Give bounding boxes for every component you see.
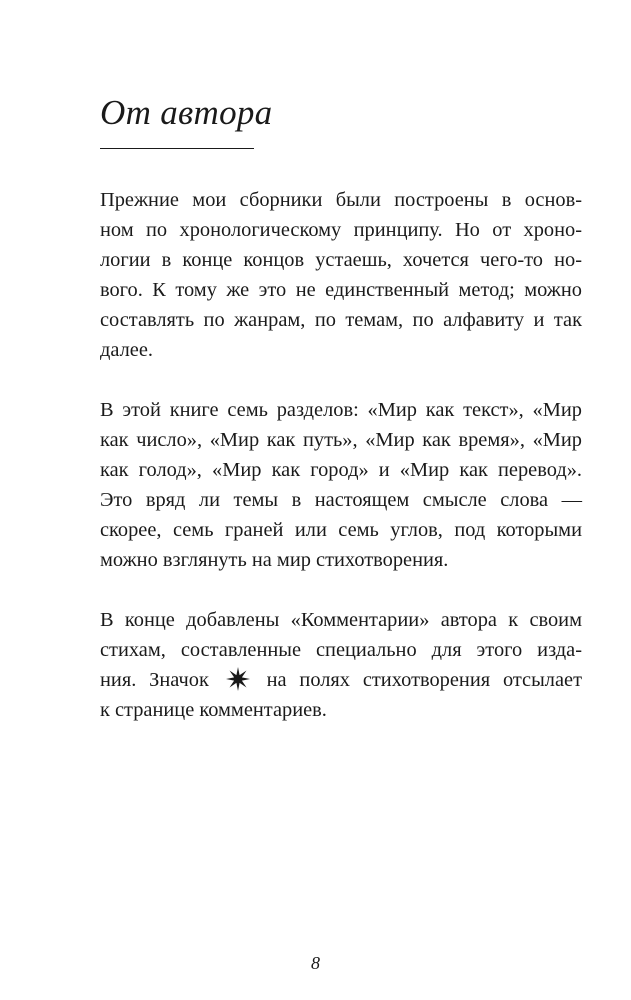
- text-line: вого. К тому же это не единственный метод; можно: [100, 279, 582, 301]
- paragraph-3: [100, 605, 582, 725]
- text-line: логии в конце концов устаешь, хочется чего-то но-: [100, 249, 582, 271]
- text-line: как голод», «Мир как город» и «Мир как перевод».: [100, 459, 582, 481]
- text-line: составлять по жанрам, по темам, по алфавиту и так: [100, 309, 582, 331]
- paragraph-2: [100, 395, 582, 575]
- text-fragment: на полях стихотворения отсылает: [266, 669, 582, 691]
- eight-point-star-icon: [226, 667, 250, 691]
- text-line: далее.: [100, 339, 153, 361]
- title-underline: [100, 148, 254, 149]
- text-line: как число», «Мир как путь», «Мир как время», «Мир: [100, 429, 582, 451]
- page-number: 8: [311, 953, 320, 973]
- text-line: Это вряд ли темы в настоящем смысле слова —: [100, 489, 582, 511]
- text-fragment: ния. Значок: [100, 669, 209, 691]
- text-line-with-icon: [100, 665, 582, 695]
- text-line: ном по хронологическому принципу. Но от хроно-: [100, 219, 582, 241]
- body-text: [100, 185, 582, 725]
- text-line: Прежние мои сборники были построены в основ-: [100, 189, 582, 211]
- text-line: можно взглянуть на мир стихотворения.: [100, 549, 449, 571]
- text-line: скорее, семь граней или семь углов, под которыми: [100, 519, 582, 541]
- text-line: стихам, составленные специально для этого изда-: [100, 639, 582, 661]
- page-title: От автора: [100, 93, 273, 132]
- text-line: В конце добавлены «Комментарии» автора к своим: [100, 609, 582, 631]
- paragraph-1: [100, 185, 582, 365]
- text-line: В этой книге семь разделов: «Мир как текст», «Мир: [100, 399, 582, 421]
- text-line: к странице комментариев.: [100, 699, 327, 721]
